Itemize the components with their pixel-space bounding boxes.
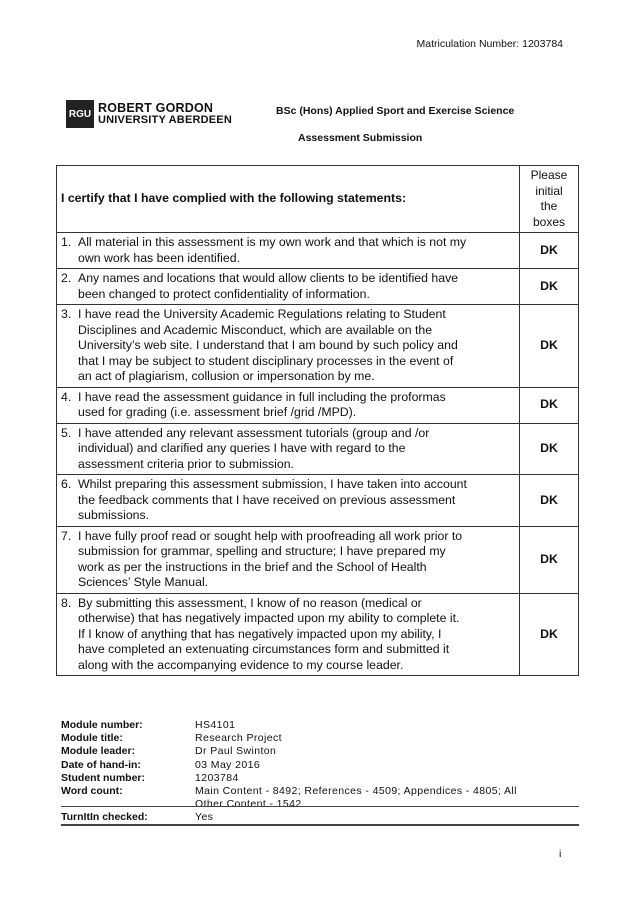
initial-box[interactable]: DK (520, 233, 579, 269)
statement-text-line: I have attended any relevant assessment tutorials (group and /or (78, 425, 430, 440)
statement-text-line: used for grading (i.e. assessment brief /grid /MPD). (78, 405, 357, 419)
initial-header-line: Please (530, 168, 568, 182)
statement-text-line: By submitting this assessment, I know of no reason (medical or (78, 595, 422, 610)
info-value (195, 732, 577, 745)
statement-text-line: otherwise) that has negatively impacted upon my ability to complete it. (78, 611, 460, 625)
info-label: Student number: (61, 771, 145, 784)
statement-text-line: been changed to protect confidentiality of information. (78, 286, 370, 301)
certification-row (57, 475, 579, 527)
statement-text-line: Any names and locations that would allow clients to be identified have (78, 271, 459, 285)
statement-text-line: the feedback comments that I have received on previous assessment (78, 492, 456, 507)
statement-text-line: submission for grammar, spelling and structure; I have prepared my (78, 544, 446, 558)
info-value-line: Research Project (195, 732, 282, 745)
info-value (195, 772, 577, 785)
initial-box[interactable]: DK (520, 593, 579, 676)
statement-text-line: If I know of anything that has negatively impacted upon my ability, I (78, 626, 442, 641)
statement-cell (57, 423, 520, 475)
initial-box[interactable]: DK (520, 387, 579, 423)
document-title: Assessment Submission (298, 132, 423, 144)
statement-text-line: I have read the assessment guidance in full including the proformas (78, 389, 446, 404)
statement-text-line: Disciplines and Academic Misconduct, which are available on the (78, 322, 433, 337)
certification-table (56, 165, 579, 676)
info-value-line: Dr Paul Swinton (195, 745, 277, 758)
logo-badge: RGU (66, 100, 94, 128)
certification-row (57, 305, 579, 388)
info-value-line: 1203784 (195, 771, 239, 784)
statement-text-line: University’s web site. I understand that I am bound by such policy and (78, 338, 458, 352)
statement-number: 7. (61, 528, 72, 543)
statement-cell (57, 593, 520, 676)
statement-text-line: that I may be subject to student disciplinary processes in the event of (78, 353, 454, 368)
info-value (195, 759, 577, 772)
statement-number: 8. (61, 595, 72, 610)
certification-row (57, 269, 579, 305)
module-info-row (61, 772, 577, 785)
module-info-row (61, 785, 577, 811)
statement-text-line: individual) and clarified any queries I have with regard to the (78, 441, 406, 455)
info-label: Module number: (61, 719, 143, 731)
module-info-row (61, 745, 577, 758)
initial-box[interactable]: DK (520, 269, 579, 305)
module-info-rows (61, 719, 577, 825)
certification-header-row (57, 166, 579, 233)
page-number: i (559, 848, 562, 860)
info-label: Date of hand-in: (61, 758, 141, 771)
info-value (195, 719, 577, 732)
matriculation-number: Matriculation Number: 1203784 (416, 38, 563, 50)
module-info-row (61, 811, 577, 824)
initial-box[interactable]: DK (520, 423, 579, 475)
module-info-row (61, 732, 577, 745)
initial-box[interactable]: DK (520, 475, 579, 527)
statement-cell (57, 305, 520, 388)
info-value-line: Yes (195, 811, 214, 824)
module-info-row (61, 719, 577, 732)
statement-text-line: Sciences’ Style Manual. (78, 575, 209, 589)
logo-line-2: UNIVERSITY ABERDEEN (98, 114, 232, 126)
statement-text-line: an act of plagiarism, collusion or impersonation by me. (78, 369, 375, 383)
university-logo (66, 100, 232, 128)
initial-header-line: the (540, 199, 558, 213)
statement-cell (57, 269, 520, 305)
statement-text-line: Whilst preparing this assessment submission, I have taken into account (78, 477, 467, 491)
info-divider (61, 806, 579, 807)
statement-cell (57, 475, 520, 527)
info-value-line: Main Content - 8492; References - 4509; Appendices - 4805; All (195, 785, 517, 798)
statement-text-line: own work has been identified. (78, 250, 241, 265)
certification-row (57, 526, 579, 593)
statement-number: 1. (61, 235, 72, 249)
statement-number: 3. (61, 307, 72, 321)
certification-row (57, 387, 579, 423)
info-label: Word count: (61, 785, 123, 798)
statement-text-line: I have read the University Academic Regulations relating to Student (78, 307, 446, 321)
logo-line-1: ROBERT GORDON (98, 101, 214, 115)
info-value-line: HS4101 (195, 719, 236, 731)
initial-header-line: initial (535, 183, 563, 198)
statement-cell (57, 526, 520, 593)
info-label: Module leader: (61, 745, 136, 758)
certification-row (57, 593, 579, 676)
statement-text-line: I have fully proof read or sought help with proofreading all work prior to (78, 528, 463, 543)
statement-number: 5. (61, 425, 72, 440)
certification-row (57, 423, 579, 475)
initial-box[interactable]: DK (520, 526, 579, 593)
statement-text-line: assessment criteria prior to submission. (78, 456, 294, 471)
info-value (195, 745, 577, 758)
statement-text-line: along with the accompanying evidence to my course leader. (78, 657, 404, 672)
initial-header-line: boxes (532, 214, 566, 229)
bottom-divider (61, 824, 579, 826)
statement-text-line: All material in this assessment is my own work and that which is not my (78, 235, 467, 249)
certification-row (57, 233, 579, 269)
logo-text (98, 102, 232, 126)
initial-box[interactable]: DK (520, 305, 579, 388)
statement-text-line: have completed an extenuating circumstances form and submitted it (78, 642, 450, 656)
statement-number: 6. (61, 477, 72, 491)
degree-title: BSc (Hons) Applied Sport and Exercise Science (276, 105, 515, 117)
info-value-line: 03 May 2016 (195, 758, 261, 771)
info-value (195, 785, 577, 811)
module-info-row (61, 759, 577, 772)
certification-heading: I certify that I have complied with the following statements: (57, 166, 520, 233)
initial-column-header (520, 166, 579, 233)
info-label: Module title: (61, 732, 123, 745)
statement-text-line: submissions. (78, 508, 150, 522)
statement-cell (57, 233, 520, 269)
info-value-line: Other Content - 1542 (195, 798, 302, 811)
module-info (61, 719, 577, 825)
certification-items (57, 233, 579, 676)
statement-number: 4. (61, 389, 72, 404)
statement-cell (57, 387, 520, 423)
info-label: TurnItIn checked: (61, 811, 148, 824)
statement-number: 2. (61, 271, 72, 285)
statement-text-line: work as per the instructions in the brief and the School of Health (78, 559, 427, 574)
info-value (195, 811, 577, 824)
